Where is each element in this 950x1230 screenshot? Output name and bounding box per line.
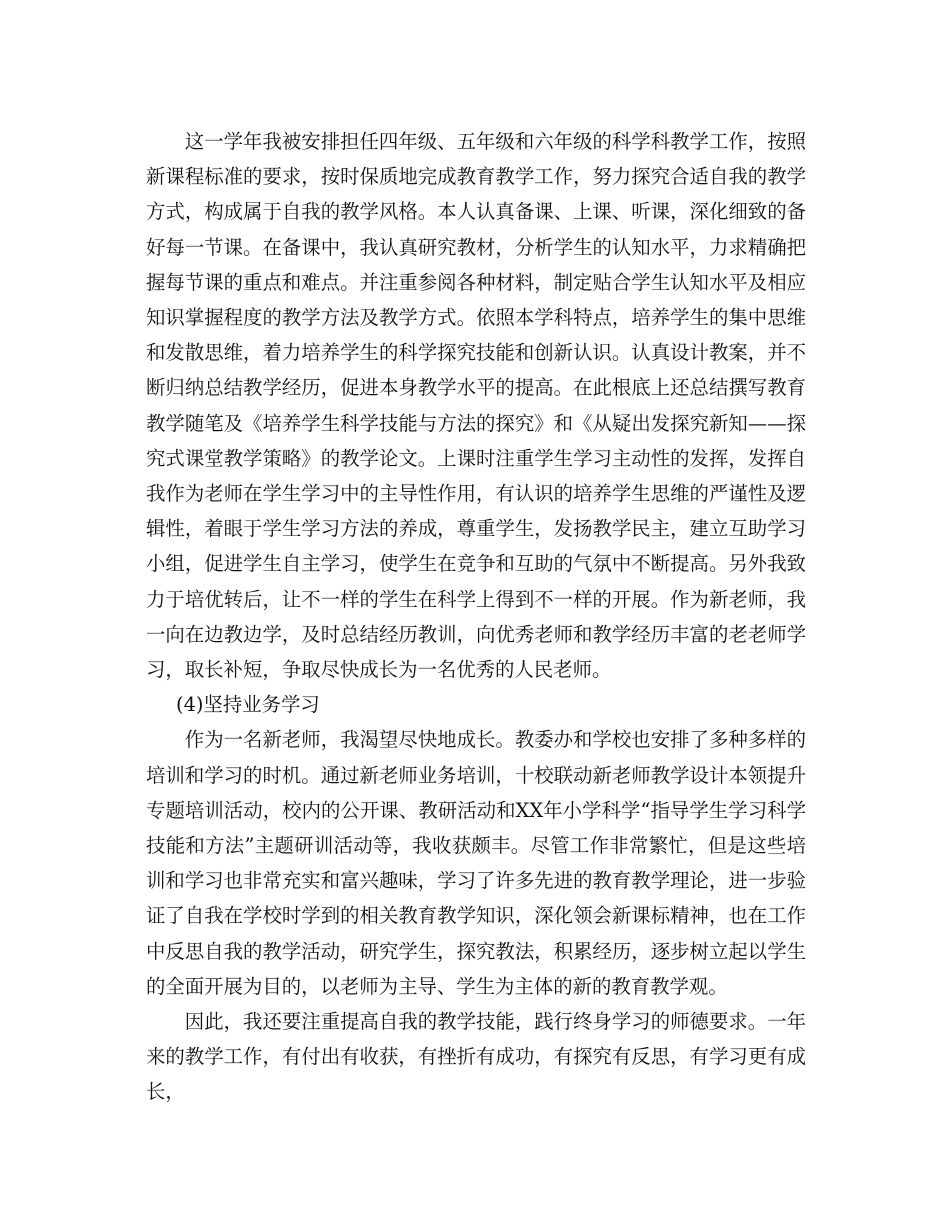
paragraph-conclusion: 因此，我还要注重提高自我的教学技能，践行终身学习的师德要求。一年来的教学工作，有付出有收获，有挫折有成功，有探究有反思，有学习更有成长， — [146, 1010, 806, 1104]
document-page — [146, 124, 806, 1110]
section-heading-business-study: (4)坚持业务学习 — [176, 693, 320, 717]
paragraph-new-teacher-growth: 作为一名新老师，我渴望尽快地成长。教委办和学校也安排了多种多样的培训和学习的时机。通过新老师业务培训，十校联动新老师教学设计本领提升专题培训活动，校内的公开课、教研活动和XX年小学科学“指导学生学习科学技能和方法”主题研训活动等，我收获颇丰。尽管工作非常繁忙，但是这些培训和学习也非常充实和富兴趣味，学习了许多先进的教育教学理论，进一步验证了自我在学校时学到的相关教育教学知识，深化领会新课标精神，也在工作中反思自我的教学活动，研究学生，探究教法，积累经历，逐步树立起以学生的全面开展为目的，以老师为主导、学生为主体的新的教育教学观。 — [146, 728, 806, 998]
paragraph-teaching-work: 这一学年我被安排担任四年级、五年级和六年级的科学科教学工作，按照新课程标准的要求，按时保质地完成教育教学工作，努力探究合适自我的教学方式，构成属于自我的教学风格。本人认真备课、上课、听课，深化细致的备好每一节课。在备课中，我认真研究教材，分析学生的认知水平，力求精确把握每节课的重点和难点。并注重参阅各种材料，制定贴合学生认知水平及相应知识掌握程度的教学方法及教学方式。依照本学科特点，培养学生的集中思维和发散思维，着力培养学生的科学探究技能和创新认识。认真设计教案，并不断归纳总结教学经历，促进本身教学水平的提高。在此根底上还总结撰写教育教学随笔及《培养学生科学技能与方法的探究》和《从疑出发探究新知——探究式课堂教学策略》的教学论文。上课时注重学生学习主动性的发挥，发挥自我作为老师在学生学习中的主导性作用，有认识的培养学生思维的严谨性及逻辑性，着眼于学生学习方法的养成，尊重学生，发扬教学民主，建立互助学习小组，促进学生自主学习，使学生在竞争和互助的气氛中不断提高。另外我致力于培优转后，让不一样的学生在科学上得到不一样的开展。作为新老师，我一向在边教边学，及时总结经历教训，向优秀老师和教学经历丰富的老老师学习，取长补短，争取尽快成长为一名优秀的人民老师。 — [146, 130, 806, 682]
